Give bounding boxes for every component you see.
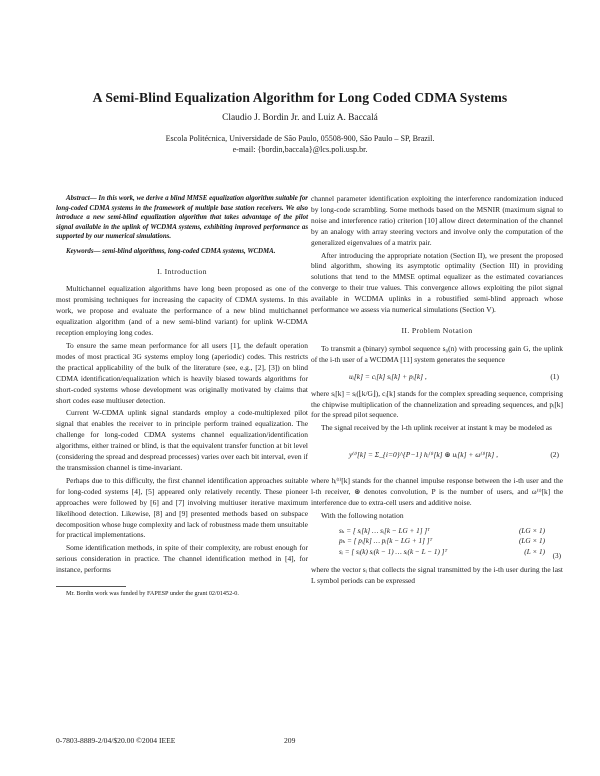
intro-paragraph-1: Multichannel equalization algorithms have long been proposed as one of the most promising techniques for increasing the capacity of CDMA systems. In this work, we propose and evaluate the performance of a new blind multichannel equalization algorithm (and of a new semi-blind variant) for uplink W-CDMA reception employing long codes. [56,284,308,338]
right-paragraph-1: channel parameter identification exploiting the interference randomization induced by long-code scrambling. Some methods based on the MSNIR (maximum signal to noise and interference ratio) criterion [10] allow direct determination of the channel by an analogy with array steering vectors and involve only the computation of the generalized eigenvalues of a matrix pair. [311,194,563,247]
equation-3 [311,526,563,558]
paper-title: A Semi-Blind Equalization Algorithm for Long Coded CDMA Systems [92,90,508,105]
notation-paragraph-5: With the following notation [321,510,404,520]
equation-2-number: (2) [550,449,559,459]
paper-email: e-mail: {bordin,baccala}@lcs.poli.usp.br. [232,145,368,154]
notation-paragraph-1: To transmit a (binary) symbol sequence s₀(n) with processing gain G, the uplink of the i-th user of a WCDMA [11] system generates the sequence [311,343,563,364]
equation-2-body: y⁽ˡ⁾[k] = Σ_{i=0}^{P−1} hᵢ⁽ˡ⁾[k] ⊛ uᵢ[k] + ω⁽ˡ⁾[k] , [349,449,498,459]
footer-page-number: 209 [284,736,296,745]
left-column [56,194,308,598]
footnote: Mr. Bordin work was funded by FAPESP under the grant 02/01452-0. [66,590,239,598]
intro-paragraph-3: Current W-CDMA uplink signal standards employ a code-multiplexed pilot signal that enables the receiver to in principle perform trained equalization. The challenge for long-coded CDMA systems channel equalization/identification algorithms, either trained or blind, is that the equivalent transfer function at bit level (considering the spread and despread processes) varies over each bit interval, even if the transmission channel is time-invariant. [56,408,308,472]
equation-2 [311,440,563,470]
section-heading-introduction: I. Introduction [157,266,207,276]
equation-3-row-lhs: pₖ = [ pᵢ[k] … pᵢ[k − LG + 1] ]ᵀ [339,537,433,546]
equation-3-row-lhs: sᵢ = [ sᵢ(k) sᵢ(k − 1) … sᵢ(k − L − 1) ]ᵀ [339,547,448,556]
intro-paragraph-5: Some identification methods, in spite of their complexity, are robust enough for serious consideration in practice. The channel identification method in [4], for instance, performs [56,543,308,575]
equation-3-row-dim: (LG × 1) [518,537,545,546]
keywords: Keywords— semi-blind algorithms, long-coded CDMA systems, WCDMA. [66,247,276,255]
notation-paragraph-3: The signal received by the l-th uplink receiver at instant k may be modeled as [321,423,552,433]
equation-1-body: uᵢ[k] = cᵢ[k] sᵢ[k] + pᵢ[k] , [349,371,427,381]
equation-3-row [339,536,563,547]
right-paragraph-2: After introducing the appropriate notation (Section II), we present the proposed blind algorithm, showing its asymptotic optimality (Section III) in providing solutions that tend to the MMSE optimal equalizer as the estimated covariances converge to their true values. This convergence allows exploiting the pilot signal available in WCDMA uplinks in a robustified semi-blind approach whose performance we assess via numerical simulations (Section V). [311,250,563,315]
footer-copyright: 0-7803-8889-2/04/$20.00 ©2004 IEEE [56,736,176,745]
equation-3-row [339,547,563,558]
intro-paragraph-4: Perhaps due to this difficulty, the first channel identification approaches suitable for long-coded systems [4], [5] appeared only relatively recently. These pioneer approaches were followed by [6] and [7] involving multiuser iterative maximum likelihood detection. Likewise, [8] and [9] presented methods based on subspace decomposition whose huge complexity and lack of robustness made them unsuitable for practical implementations. [56,475,308,540]
notation-paragraph-2: where sᵢ[k] = sᵢ(⌊k/G⌋), cᵢ[k] stands for the complex spreading sequence, comprising the chipwise multiplication of the channelization and spreading sequences, and pᵢ[k] for the spread pilot sequence. [311,388,563,420]
paper-authors: Claudio J. Bordin Jr. and Luiz A. Baccalá [222,113,378,123]
abstract: Abstract— In this work, we derive a blind MMSE equalization algorithm suitable for long-coded CDMA systems in the framework of multiple base station receivers. We also introduce a new semi-blind equalization algorithm that takes advantage of the pilot signal available in the uplink of WCDMA systems, exhibiting improved performance as supported by our numerical simulations. [56,195,308,241]
equation-1 [311,372,563,383]
intro-paragraph-2: To ensure the same mean performance for all users [1], the default operation modes of most practical 3G systems employ long (aperiodic) codes. This restricts the practical applicability of the bulk of the literature (see, e.g., [2], [3]) on blind CDMA identification/equalization which is heavily biased towards algorithms for short-coded systems whose development was originally motivated by claims that short codes ease multiuser detection. [56,341,308,405]
equation-3-row [339,526,563,537]
footnote-rule [56,586,126,587]
section-heading-problem-notation: II. Problem Notation [401,325,473,335]
equation-3-row-lhs: sₖ = [ sᵢ[k] … sᵢ[k − LG + 1] ]ᵀ [339,526,430,535]
paper-affiliation: Escola Politécnica, Universidade de São Paulo, 05508-900, São Paulo – SP, Brazil. [165,134,435,143]
right-column [311,194,563,589]
notation-paragraph-4: where hᵢ⁽ˡ⁾[k] stands for the channel impulse response between the i-th user and the l-th receiver, ⊛ denotes convolution, P is the number of users, and ω⁽ˡ⁾[k] the interference due to extra-cell users and additive noise. [311,476,563,508]
equation-3-row-dim: (LG × 1) [518,526,545,535]
equation-3-number: (3) [552,551,561,560]
equation-3-row-dim: (L × 1) [524,547,545,556]
equation-1-number: (1) [550,371,559,381]
notation-paragraph-6: where the vector sᵢ that collects the signal transmitted by the i-th user during the last L symbol periods can be expressed [311,565,563,586]
